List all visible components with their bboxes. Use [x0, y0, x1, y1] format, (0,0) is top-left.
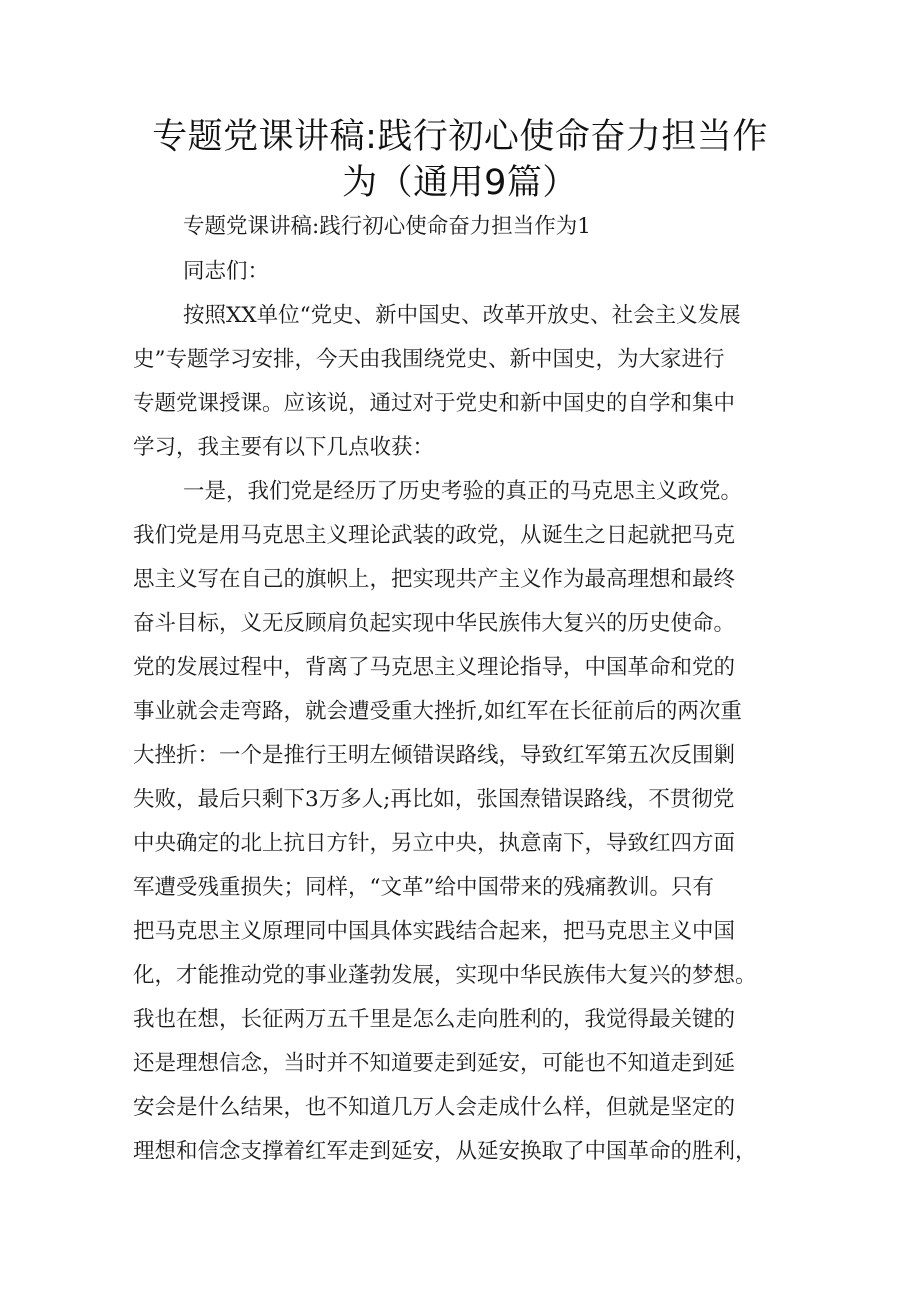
paragraph-line: 思主义写在自己的旗帜上，把实现共产主义作为最高理想和最终 [133, 567, 736, 592]
paragraph-line: 失败，最后只剩下3万多人;再比如，张国焘错误路线，不贯彻党 [133, 787, 735, 812]
paragraph-line: 中央确定的北上抗日方针，另立中央，执意南下，导致红四方面 [133, 831, 736, 856]
section-heading: 专题党课讲稿:践行初心使命奋力担当作为1 [183, 214, 591, 239]
paragraph-line: 学习，我主要有以下几点收获： [133, 435, 435, 460]
paragraph-line: 大挫折：一个是推行王明左倾错误路线，导致红军第五次反围剿 [133, 743, 736, 768]
paragraph-line: 安会是什么结果，也不知道几万人会走成什么样，但就是坚定的 [133, 1095, 736, 1120]
paragraph-line: 专题党课授课。应该说，通过对于党史和新中国史的自学和集中 [133, 391, 736, 416]
paragraph-line: 事业就会走弯路，就会遭受重大挫折,如红军在长征前后的两次重 [133, 699, 742, 724]
paragraph-line: 一是，我们党是经历了历史考验的真正的马克思主义政党。 [183, 479, 743, 504]
paragraph-line: 还是理想信念，当时并不知道要走到延安，可能也不知道走到延 [133, 1051, 736, 1076]
paragraph-line: 党的发展过程中，背离了马克思主义理论指导，中国革命和党的 [133, 655, 736, 680]
document-title-line-1: 专题党课讲稿:践行初心使命奋力担当作 [152, 117, 768, 157]
paragraph-line: 奋斗目标，义无反顾肩负起实现中华民族伟大复兴的历史使命。 [133, 611, 736, 636]
paragraph-line: 理想和信念支撑着红军走到延安，从延安换取了中国革命的胜利， [133, 1139, 757, 1164]
document-title-line-2: 为（通用9篇） [342, 163, 578, 203]
paragraph-line: 按照XX单位“党史、新中国史、改革开放史、社会主义发展 [183, 303, 741, 328]
salutation: 同志们： [183, 259, 270, 284]
paragraph-line: 化，才能推动党的事业蓬勃发展，实现中华民族伟大复兴的梦想。 [133, 963, 757, 988]
paragraph-line: 我们党是用马克思主义理论武装的政党，从诞生之日起就把马克 [133, 523, 736, 548]
paragraph-line: 把马克思主义原理同中国具体实践结合起来，把马克思主义中国 [133, 919, 736, 944]
paragraph-line: 史”专题学习安排，今天由我围绕党史、新中国史，为大家进行 [133, 347, 725, 372]
paragraph-line: 军遭受残重损失；同样，“文革”给中国带来的残痛教训。只有 [133, 875, 714, 900]
paragraph-line: 我也在想，长征两万五千里是怎么走向胜利的，我觉得最关键的 [133, 1007, 736, 1032]
